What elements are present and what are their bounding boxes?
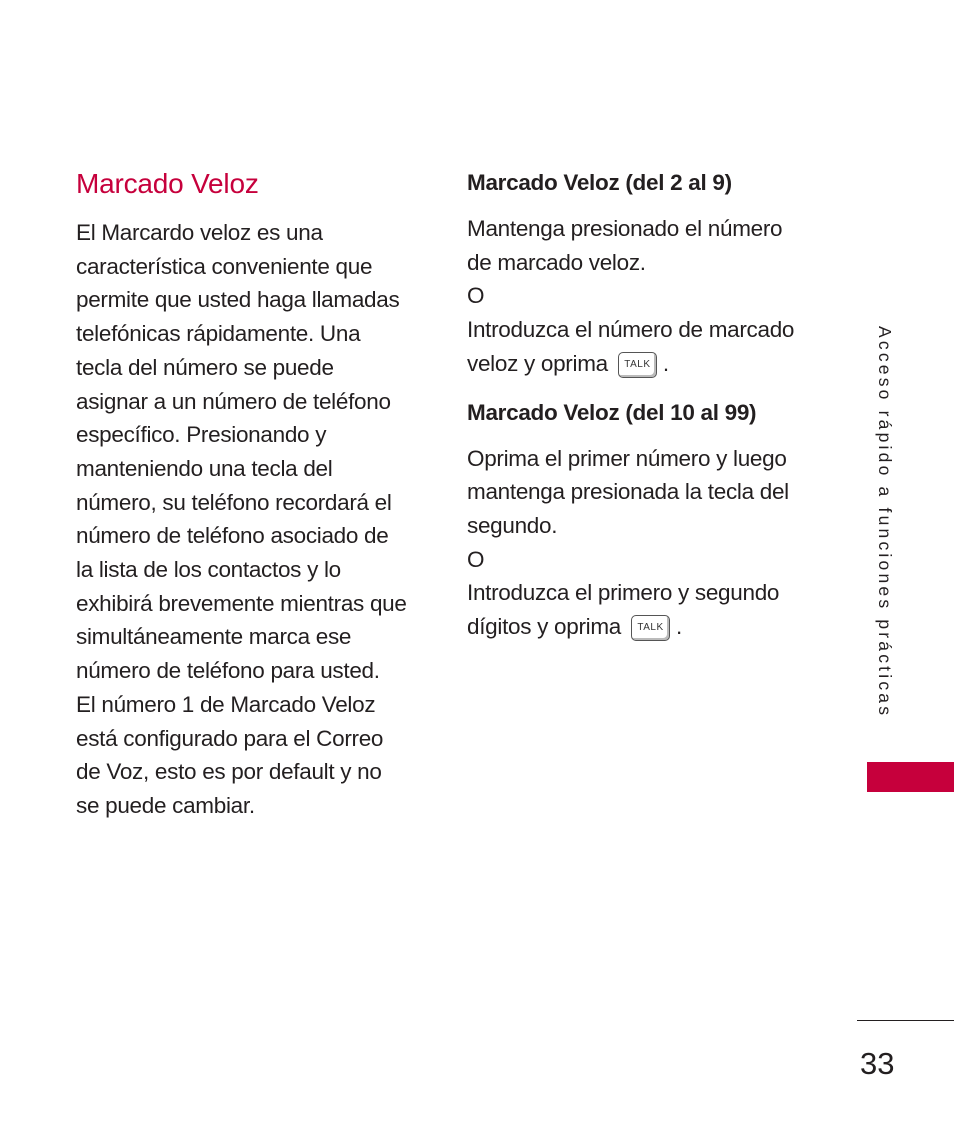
right-column — [467, 166, 832, 644]
section-body-10-to-99 — [467, 442, 832, 644]
intro-paragraph — [76, 216, 431, 823]
footer-rule — [857, 1020, 954, 1021]
paragraph-line: está configurado para el Correo — [76, 725, 384, 751]
section-body-2-to-9 — [467, 212, 832, 381]
paragraph-line: Mantenga presionado el número — [467, 216, 783, 241]
line-end-period: . — [676, 614, 682, 640]
paragraph-line: específico. Presionando y — [76, 422, 327, 448]
paragraph-line-text: veloz y oprima — [467, 350, 608, 376]
left-column — [76, 166, 431, 823]
paragraph-line: mantenga presionada la tecla del — [467, 479, 789, 505]
paragraph-line: Oprima el primer número y luego — [467, 445, 787, 471]
paragraph-line: El Marcardo veloz es una — [76, 220, 323, 245]
paragraph-line: asignar a un número de teléfono — [76, 388, 391, 414]
talk-key-icon: TALK — [618, 352, 657, 378]
page-number: 33 — [860, 1046, 895, 1081]
paragraph-line: número de teléfono asociado de — [76, 523, 389, 549]
paragraph-line: telefónicas rápidamente. Una — [76, 321, 361, 347]
paragraph-line: Introduzca el número de marcado — [467, 317, 795, 343]
paragraph-line — [467, 347, 832, 381]
section-heading-2-to-9: Marcado Veloz (del 2 al 9) — [467, 170, 732, 195]
paragraph-line: la lista de los contactos y lo — [76, 557, 341, 583]
paragraph-line: característica conveniente que — [76, 253, 373, 279]
paragraph-line: de Voz, esto es por default y no — [76, 759, 382, 785]
paragraph-line: se puede cambiar. — [76, 792, 255, 818]
paragraph-line: de marcado veloz. — [467, 249, 646, 275]
paragraph-line-text: dígitos y oprima — [467, 614, 622, 640]
or-separator: O — [467, 546, 485, 572]
paragraph-line: El número 1 de Marcado Veloz — [76, 691, 376, 717]
paragraph-line: Introduzca el primero y segundo — [467, 580, 780, 606]
chapter-tab-marker — [867, 762, 954, 792]
section-heading-10-to-99: Marcado Veloz (del 10 al 99) — [467, 399, 757, 425]
paragraph-line: número de teléfono para usted. — [76, 658, 380, 684]
paragraph-line — [467, 610, 832, 644]
paragraph-line: segundo. — [467, 512, 558, 538]
line-end-period: . — [662, 350, 669, 376]
paragraph-line: permite que usted haga llamadas — [76, 287, 400, 313]
paragraph-line: simultáneamente marca ese — [76, 624, 352, 650]
paragraph-line: número, su teléfono recordará el — [76, 489, 392, 515]
chapter-side-label: Acceso rápido a funciones prácticas — [875, 326, 895, 719]
talk-key-icon: TALK — [631, 615, 670, 641]
paragraph-line: exhibirá brevemente mientras que — [76, 590, 407, 616]
paragraph-line: tecla del número se puede — [76, 354, 334, 380]
or-separator: O — [467, 283, 485, 309]
page-title: Marcado Veloz — [76, 168, 259, 199]
paragraph-line: manteniendo una tecla del — [76, 455, 333, 481]
